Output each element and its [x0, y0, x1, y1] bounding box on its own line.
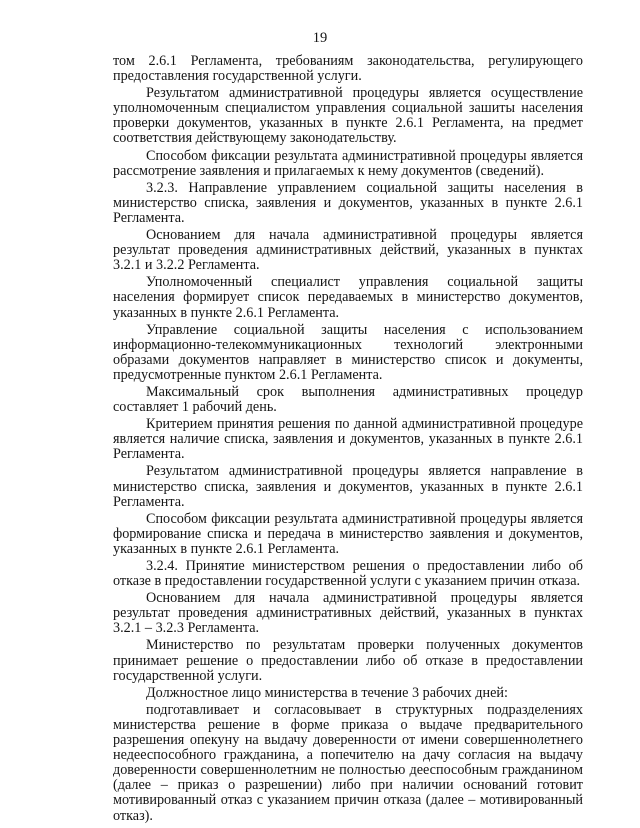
paragraph: подготавливает и согласовывает в структурных подразделениях министерства решение в форме приказа о выдаче предварительного разрешения опекуну на выдачу доверенности от имени совершеннолетнего недееспособного гражданина, а попечителю на дачу согласия на выдачу доверенности совершеннолетним не полностью дееспособным гражданином (далее – приказ о разрешении) либо при наличии оснований готовит мотивированный отказ с указанием причин отказа (далее – мотивированный отказ). — [113, 701, 583, 824]
paragraph: Основанием для начала административной процедуры является результат проведения административных действий, указанных в пунктах 3.2.1 – 3.2.3 Регламента. — [113, 590, 583, 637]
paragraph: 3.2.3. Направление управлением социальной защиты населения в министерство списка, заявления и документов, указанных в пункте 2.6.1 Регламента. — [113, 179, 583, 226]
paragraph: Способом фиксации результата административной процедуры является формирование списка и передача в министерство заявления и документов, указанных в пункте 2.6.1 Регламента. — [113, 510, 583, 557]
paragraph: Результатом административной процедуры является осуществление уполномоченным специалистом управления социальной зашиты населения проверки документов, указанных в пункте 2.6.1 Регламента, на предмет соответствия действующему законодательству. — [113, 85, 583, 147]
paragraph: Способом фиксации результата административной процедуры является рассмотрение заявления и прилагаемых к нему документов (сведений). — [113, 147, 583, 179]
paragraph: Максимальный срок выполнения административных процедур составляет 1 рабочий день. — [113, 383, 583, 416]
document-body — [113, 54, 583, 826]
paragraph: Результатом административной процедуры является направление в министерство списка, заявления и документов, указанных в пункте 2.6.1 Регламента. — [113, 463, 583, 510]
page-number: 19 — [312, 30, 328, 46]
paragraph: Критерием принятия решения по данной административной процедуре является наличие списка, заявления и документов, указанных в пункте 2.6.1 Регламента. — [113, 416, 583, 463]
paragraph: Министерство по результатам проверки полученных документов принимает решение о предоставлении либо об отказе в предоставлении государственной услуги. — [113, 637, 583, 684]
paragraph: Управление социальной защиты населения с использованием информационно-телекоммуникационных технологий электронными образами документов направляет в министерство список и документы, предусмотренные пунктом 2.6.1 Регламента. — [113, 321, 583, 383]
paragraph: Должностное лицо министерства в течение 3 рабочих дней: — [146, 684, 508, 701]
paragraph: 3.2.4. Принятие министерством решения о предоставлении либо об отказе в предоставлении государственной услуги с указанием причин отказа. — [113, 558, 583, 590]
paragraph: Основанием для начала административной процедуры является результат проведения административных действий, указанных в пунктах 3.2.1 и 3.2.2 Регламента. — [113, 227, 583, 274]
paragraph: Уполномоченный специалист управления социальной защиты населения формирует список передаваемых в министерство документов, указанных в пункте 2.6.1 Регламента. — [113, 274, 583, 321]
paragraph: том 2.6.1 Регламента, требованиям законодательства, регулирующего предоставления государственной услуги. — [113, 53, 583, 85]
